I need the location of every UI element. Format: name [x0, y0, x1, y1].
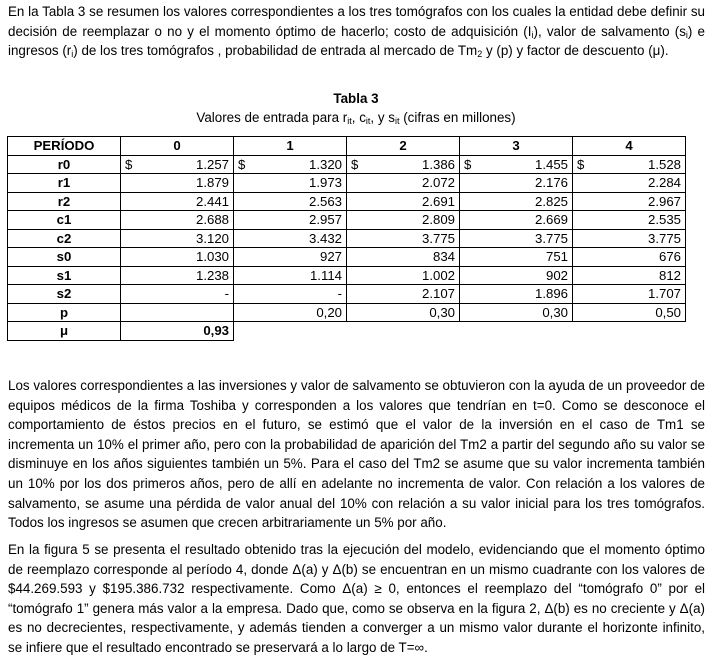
table-cell: 2.284 — [573, 174, 686, 193]
table-cell: $ 1.257 — [121, 155, 234, 174]
table-row — [8, 266, 686, 285]
table-cell: - — [121, 285, 234, 304]
table-cell — [121, 303, 234, 322]
table-cell: 1.002 — [347, 266, 460, 285]
table-cell: 751 — [460, 248, 573, 267]
table-cell: $ 1.528 — [573, 155, 686, 174]
table-cell: 676 — [573, 248, 686, 267]
row-label: r1 — [8, 174, 121, 193]
table-cell: 812 — [573, 266, 686, 285]
table-cell: 2.967 — [573, 192, 686, 211]
table-cell: $ 1.386 — [347, 155, 460, 174]
table-cell: 2.688 — [121, 211, 234, 230]
table-cell: 2.825 — [460, 192, 573, 211]
table-header-row — [8, 137, 686, 156]
table-cell: 2.441 — [121, 192, 234, 211]
table-cell: 1.896 — [460, 285, 573, 304]
table-cell: 2.176 — [460, 174, 573, 193]
table-row — [8, 285, 686, 304]
table-cell: 1.238 — [121, 266, 234, 285]
row-label: r0 — [8, 155, 121, 174]
table-cell: 2.691 — [347, 192, 460, 211]
row-label: c2 — [8, 229, 121, 248]
table-cell: 1.973 — [234, 174, 347, 193]
row-label: s1 — [8, 266, 121, 285]
header-period-3: 3 — [460, 137, 573, 156]
input-values-table — [7, 136, 686, 341]
table-cell: $ 1.455 — [460, 155, 573, 174]
table-cell: 2.669 — [460, 211, 573, 230]
table-cell: 1.879 — [121, 174, 234, 193]
table-cell: 0,30 — [460, 303, 573, 322]
table-cell: 3.775 — [347, 229, 460, 248]
row-label: r2 — [8, 192, 121, 211]
row-label: μ — [8, 322, 121, 341]
table-cell: 0,20 — [234, 303, 347, 322]
table-cell: 3.432 — [234, 229, 347, 248]
header-period-1: 1 — [234, 137, 347, 156]
methodology-paragraph: Los valores correspondientes a las inversiones y valor de salvamento se obtuvieron con la ayuda de un proveedor de equipos médicos de la firma Toshiba y corresponden a los valores que tendrían en t=0. Como se desconoce el comportamiento de éstos precios en el futuro, se estimó que el valor de la inversión en el caso de Tm1 se incrementa un 10% el primer año, pero con la probabilidad de aparición del Tm2 a partir del segundo año su valor se disminuye en los años siguientes también un 5%. Para el caso del Tm2 se asume que su valor incrementa también un 10% por los dos primeros años, pero de allí en adelante no incrementa de valor. Con relación a los valores de salvamento, se asume una pérdida de valor anual del 10% con relación a su valor inicial para los tres tomógrafos. Todos los ingresos se asumen que crecen arbitrariamente un 5% por año. — [8, 378, 705, 531]
row-label: s2 — [8, 285, 121, 304]
table-cell: 902 — [460, 266, 573, 285]
table-cell: 1.707 — [573, 285, 686, 304]
table-cell: 2.535 — [573, 211, 686, 230]
table-row — [8, 174, 686, 193]
table-row — [8, 229, 686, 248]
row-label: c1 — [8, 211, 121, 230]
table-row — [8, 211, 686, 230]
table-cell: 3.120 — [121, 229, 234, 248]
table-cell: 2.809 — [347, 211, 460, 230]
table-cell: 3.775 — [573, 229, 686, 248]
row-label: s0 — [8, 248, 121, 267]
table-cell: 1.030 — [121, 248, 234, 267]
table-cell: $ 1.320 — [234, 155, 347, 174]
table-cell: 0,93 — [121, 322, 234, 341]
table-cell: 2.107 — [347, 285, 460, 304]
table-row — [8, 155, 686, 174]
table-cell: 3.775 — [460, 229, 573, 248]
table-row — [8, 322, 686, 341]
table-cell: 2.957 — [234, 211, 347, 230]
table-cell: 927 — [234, 248, 347, 267]
table-cell: - — [234, 285, 347, 304]
table-row — [8, 303, 686, 322]
table-cell: 0,30 — [347, 303, 460, 322]
row-label: p — [8, 303, 121, 322]
header-period: PERÍODO — [8, 137, 121, 156]
header-period-2: 2 — [347, 137, 460, 156]
table-row — [8, 192, 686, 211]
table-row — [8, 248, 686, 267]
table-cell: 1.114 — [234, 266, 347, 285]
header-period-0: 0 — [121, 137, 234, 156]
table-cell: 2.563 — [234, 192, 347, 211]
table-cell: 834 — [347, 248, 460, 267]
table-cell: 0,50 — [573, 303, 686, 322]
results-paragraph: En la figura 5 se presenta el resultado obtenido tras la ejecución del modelo, evidenciando que el momento óptimo de reemplazo corresponde al período 4, donde Δ(a) y Δ(b) se encuentran en un mismo cuadrante con los valores de $44.269.593 y $195.386.732 respectivamente. Como Δ(a) ≥ 0, entonces el reemplazo del “tomógrafo 0” por el “tomógrafo 1” genera más valor a la empresa. Dado que, como se observa en la figura 2, Δ(b) es no creciente y Δ(a) es no decrecientes, respectivamente, y además tienden a converger a un mismo valor durante el horizonte infinito, se infiere que el resultado encontrado se preservará a lo largo de T=∞. — [8, 542, 705, 655]
intro-paragraph: En la Tabla 3 se resumen los valores correspondientes a los tres tomógrafos con los cuales la entidad debe definir su decisión de reemplazar o no y el momento óptimo de hacerlo; costo de adquisición $(I_i)$, valor de salvamento $(s_i)$ e ingresos $(r_i)$ de los tres tomógrafos , probabilidad de entrada al mercado de $Tm_2$ y (p) y factor de descuento (μ). — [8, 4, 705, 60]
table-cell: 2.072 — [347, 174, 460, 193]
table-subtitle: Valores de entrada para $r_{it}$, $c_{it}$, y $s_{it}$ (cifras en millones) — [196, 110, 516, 126]
header-period-4: 4 — [573, 137, 686, 156]
table-title: Tabla 3 — [333, 91, 379, 106]
